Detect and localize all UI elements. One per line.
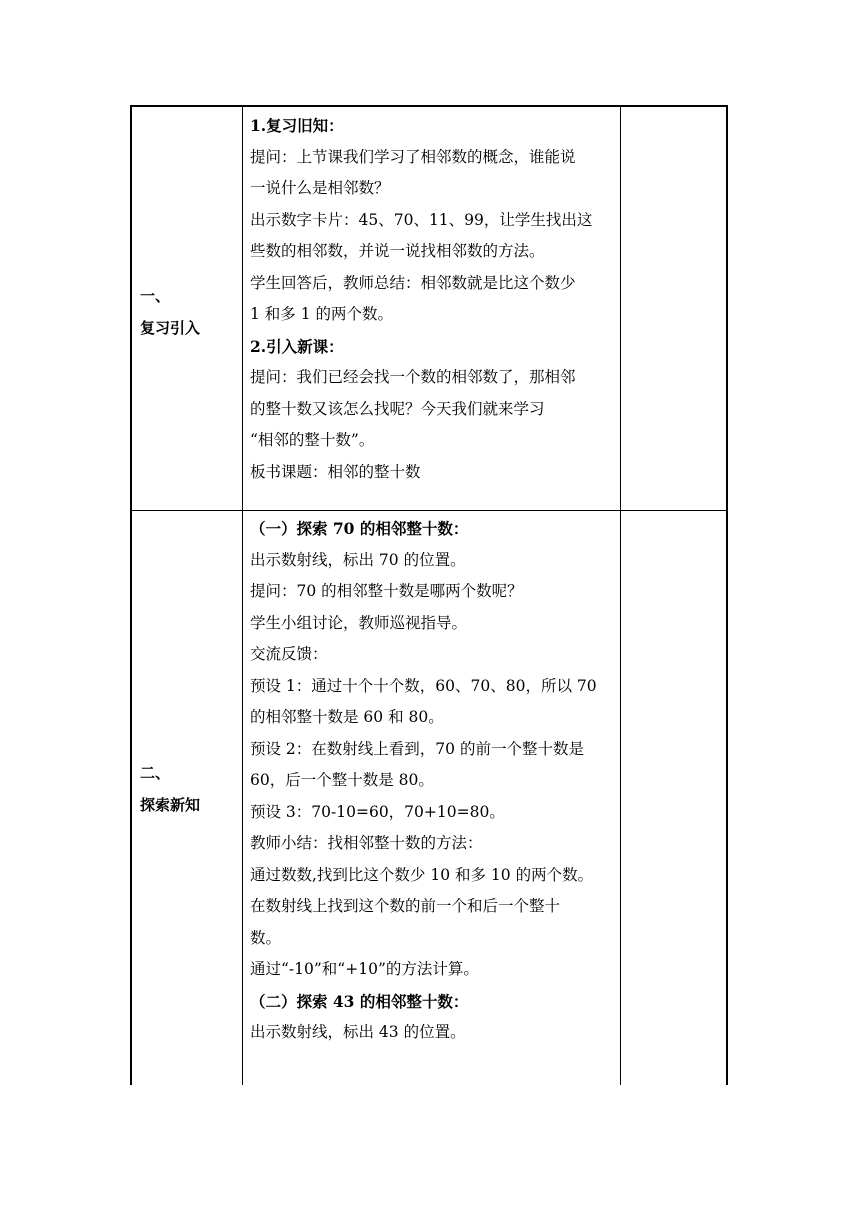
subheading: 1.复习旧知： xyxy=(250,116,344,135)
text-line: 教师小结：找相邻整十数的方法： xyxy=(250,834,483,852)
subheading: （二）探索 43 的相邻整十数： xyxy=(250,991,469,1011)
text-line: 提问：上节课我们学习了相邻数的概念，谁能说 xyxy=(250,147,576,166)
text-line: 预设 2：在数射线上看到，70 的前一个整十数是 xyxy=(250,739,584,758)
section-number: 二、 xyxy=(140,764,171,782)
column-divider xyxy=(620,107,621,1085)
text-line: 板书课题：相邻的整十数 xyxy=(250,462,421,481)
lesson-plan-table xyxy=(130,105,728,1085)
text-line: 预设 3：70-10=60，70+10=80。 xyxy=(250,802,505,821)
text-line: 出示数射线，标出 70 的位置。 xyxy=(250,550,466,569)
text-line: 一说什么是相邻数？ xyxy=(250,179,390,197)
text-line: 提问：我们已经会找一个数的相邻数了，那相邻 xyxy=(250,368,576,386)
text-line: 预设 1：通过十个十个数，60、70、80，所以 70 xyxy=(250,676,597,695)
row-divider xyxy=(132,510,726,511)
text-line: 提问：70 的相邻整十数是哪两个数呢？ xyxy=(250,582,523,600)
text-line: 的整十数又该怎么找呢？今天我们就来学习 xyxy=(250,399,545,418)
section-name: 探索新知 xyxy=(140,796,201,814)
text-line: 学生小组讨论，教师巡视指导。 xyxy=(250,613,468,632)
text-line: 1 和多 1 的两个数。 xyxy=(250,305,394,323)
text-line: 通过数数,找到比这个数少 10 和多 10 的两个数。 xyxy=(250,865,594,884)
section-title-review xyxy=(140,280,240,344)
text-line: 60，后一个整十数是 80。 xyxy=(250,771,434,789)
text-line: 出示数射线，标出 43 的位置。 xyxy=(250,1023,466,1041)
text-line: 数。 xyxy=(250,928,282,947)
text-line: 在数射线上找到这个数的前一个和后一个整十 xyxy=(250,897,561,915)
subheading: 2.引入新课： xyxy=(250,336,344,356)
section-content-review xyxy=(250,110,620,488)
section-number: 一、 xyxy=(140,287,171,305)
text-line: 学生回答后，教师总结：相邻数就是比这个数少 xyxy=(250,273,576,292)
section-title-explore xyxy=(140,757,240,821)
section-name: 复习引入 xyxy=(140,319,201,337)
text-line: 交流反馈： xyxy=(250,645,328,663)
text-line: 通过“-10”和“+10”的方法计算。 xyxy=(250,960,479,978)
text-line: 些数的相邻数，并说一说找相邻数的方法。 xyxy=(250,242,545,260)
column-divider xyxy=(242,107,243,1085)
section-content-explore xyxy=(250,513,620,1049)
text-line: 出示数字卡片：45、70、11、99，让学生找出这 xyxy=(250,210,593,229)
text-line: “相邻的整十数”。 xyxy=(250,431,375,449)
text-line: 的相邻整十数是 60 和 80。 xyxy=(250,708,444,726)
subheading: （一）探索 70 的相邻整十数： xyxy=(250,519,469,538)
